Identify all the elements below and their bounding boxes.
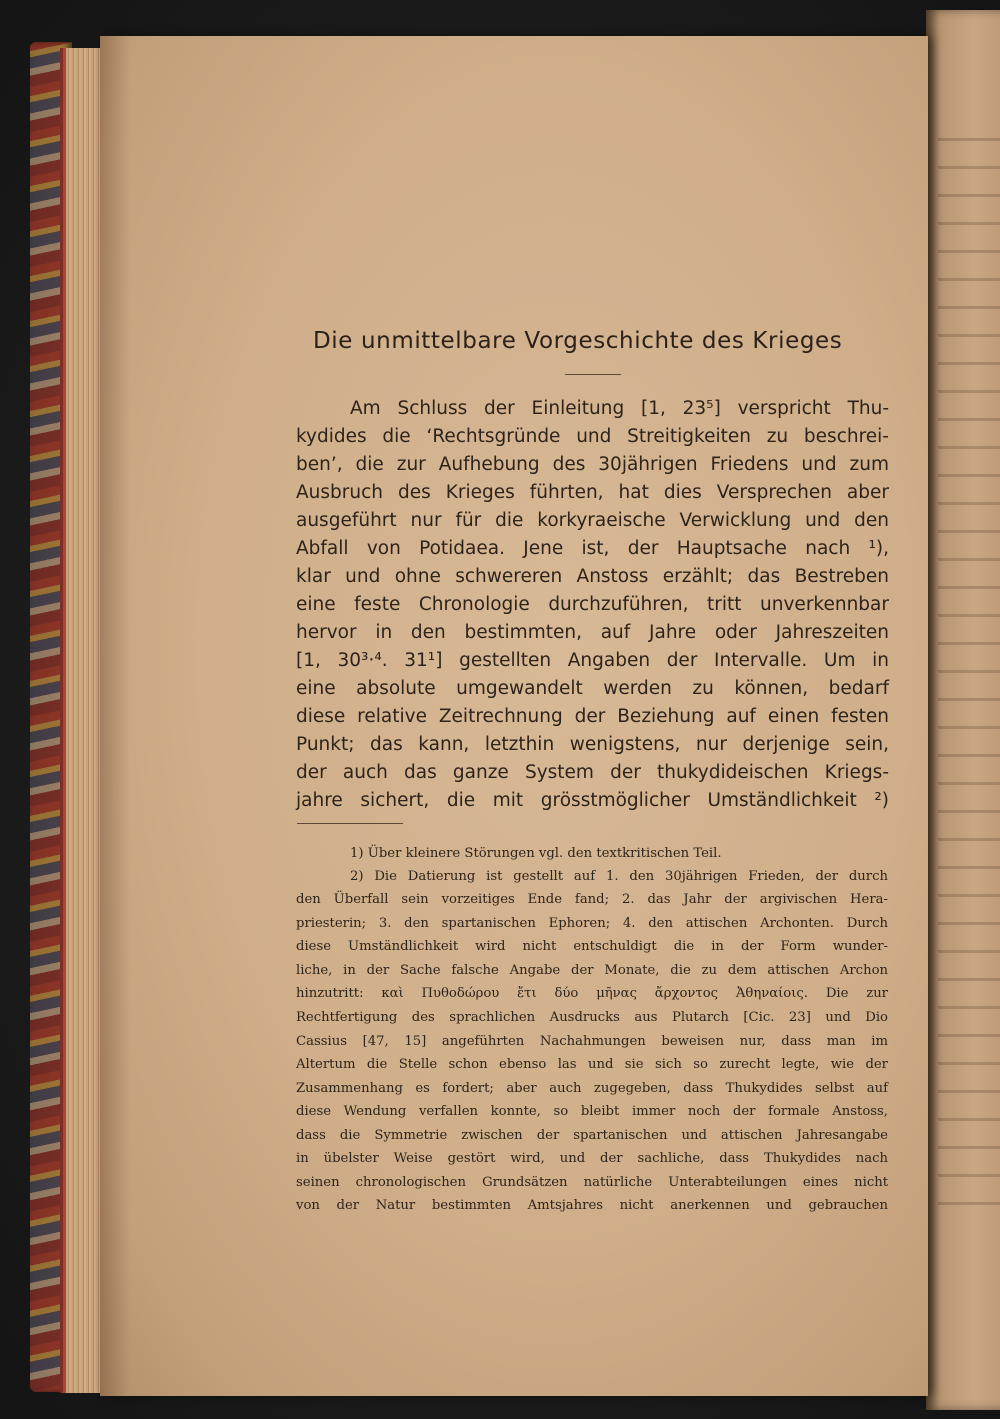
footnote-line: Cassius [47, 15] angeführten Nachahmungen beweisen nur, dass man im (296, 1034, 888, 1049)
body-line: jahre sichert, die mit grösstmöglicher Umständlichkeit ²) (296, 790, 889, 811)
footnote-line: Zusammenhang es fordert; aber auch zugegeben, dass Thukydides selbst auf (296, 1081, 888, 1096)
footnote-line: 2) Die Datierung ist gestellt auf 1. den 30jährigen Frieden, der durch (350, 869, 888, 884)
footnote-line: liche, in der Sache falsche Angabe der Monate, die zu dem attischen Archon (296, 963, 888, 978)
body-line: hervor in den bestimmten, auf Jahre oder Jahreszeiten (296, 622, 889, 643)
chapter-heading: Die unmittelbare Vorgeschichte des Krieges (313, 328, 843, 354)
body-line: [1, 30³·⁴. 31¹] gestellten Angaben der Intervalle. Um in (296, 650, 889, 671)
facing-page-text (938, 120, 1000, 1220)
body-line: Ausbruch des Krieges führten, hat dies Versprechen aber (296, 482, 889, 503)
gutter-shadow (100, 36, 130, 1396)
footnote-line: priesterin; 3. den spartanischen Ephoren; 4. den attischen Archonten. Durch (296, 916, 888, 931)
body-line: der auch das ganze System der thukydideischen Kriegs- (296, 762, 889, 783)
footnote-line: von der Natur bestimmten Amtsjahres nicht anerkennen und gebrauchen (296, 1198, 888, 1213)
body-line: eine feste Chronologie durchzuführen, tritt unverkennbar (296, 594, 889, 615)
footnote-line: diese Umständlichkeit wird nicht entschuldigt die in der Form wunder- (296, 939, 888, 954)
footnote-divider (297, 823, 403, 824)
footnote-line: dass die Symmetrie zwischen der spartanischen und attischen Jahresangabe (296, 1128, 888, 1143)
body-line: diese relative Zeitrechnung der Beziehung auf einen festen (296, 706, 889, 727)
body-line: klar und ohne schwereren Anstoss erzählt; das Bestreben (296, 566, 889, 587)
body-line: ausgeführt nur für die korkyraeische Verwicklung und den (296, 510, 889, 531)
footnote-line: diese Wendung verfallen konnte, so bleibt immer noch der formale Anstoss, (296, 1104, 888, 1119)
footnote-line: Altertum die Stelle schon ebenso las und sie sich so zurecht legte, wie der (296, 1057, 888, 1072)
body-line: kydides die ‘Rechtsgründe und Streitigkeiten zu beschrei- (296, 426, 889, 447)
footnote-line: in übelster Weise gestört wird, und der sachliche, dass Thukydides nach (296, 1151, 888, 1166)
footnote-line: den Überfall sein vorzeitiges Ende fand; 2. das Jahr der argivischen Hera- (296, 892, 888, 907)
body-line: Punkt; das kann, letzthin wenigstens, nur derjenige sein, (296, 734, 889, 755)
body-line: ben’, die zur Aufhebung des 30jährigen Friedens und zum (296, 454, 889, 475)
body-line: Am Schluss der Einleitung [1, 23⁵] verspricht Thu- (350, 398, 889, 419)
footnote-line: Rechtfertigung des sprachlichen Ausdrucks aus Plutarch [Cic. 23] und Dio (296, 1010, 888, 1025)
footnote-line: seinen chronologischen Grundsätzen natürliche Unterabteilungen eines nicht (296, 1175, 888, 1190)
footnote-line: hinzutritt: καὶ Πυθοδώρου ἔτι δύο μῆνας ἄρχοντος Ἀθηναίοις. Die zur (296, 986, 888, 1001)
body-line: Abfall von Potidaea. Jene ist, der Hauptsache nach ¹), (296, 538, 889, 559)
footnote-line: 1) Über kleinere Störungen vgl. den textkritischen Teil. (350, 846, 722, 861)
body-line: eine absolute umgewandelt werden zu können, bedarf (296, 678, 889, 699)
heading-divider (565, 374, 621, 375)
